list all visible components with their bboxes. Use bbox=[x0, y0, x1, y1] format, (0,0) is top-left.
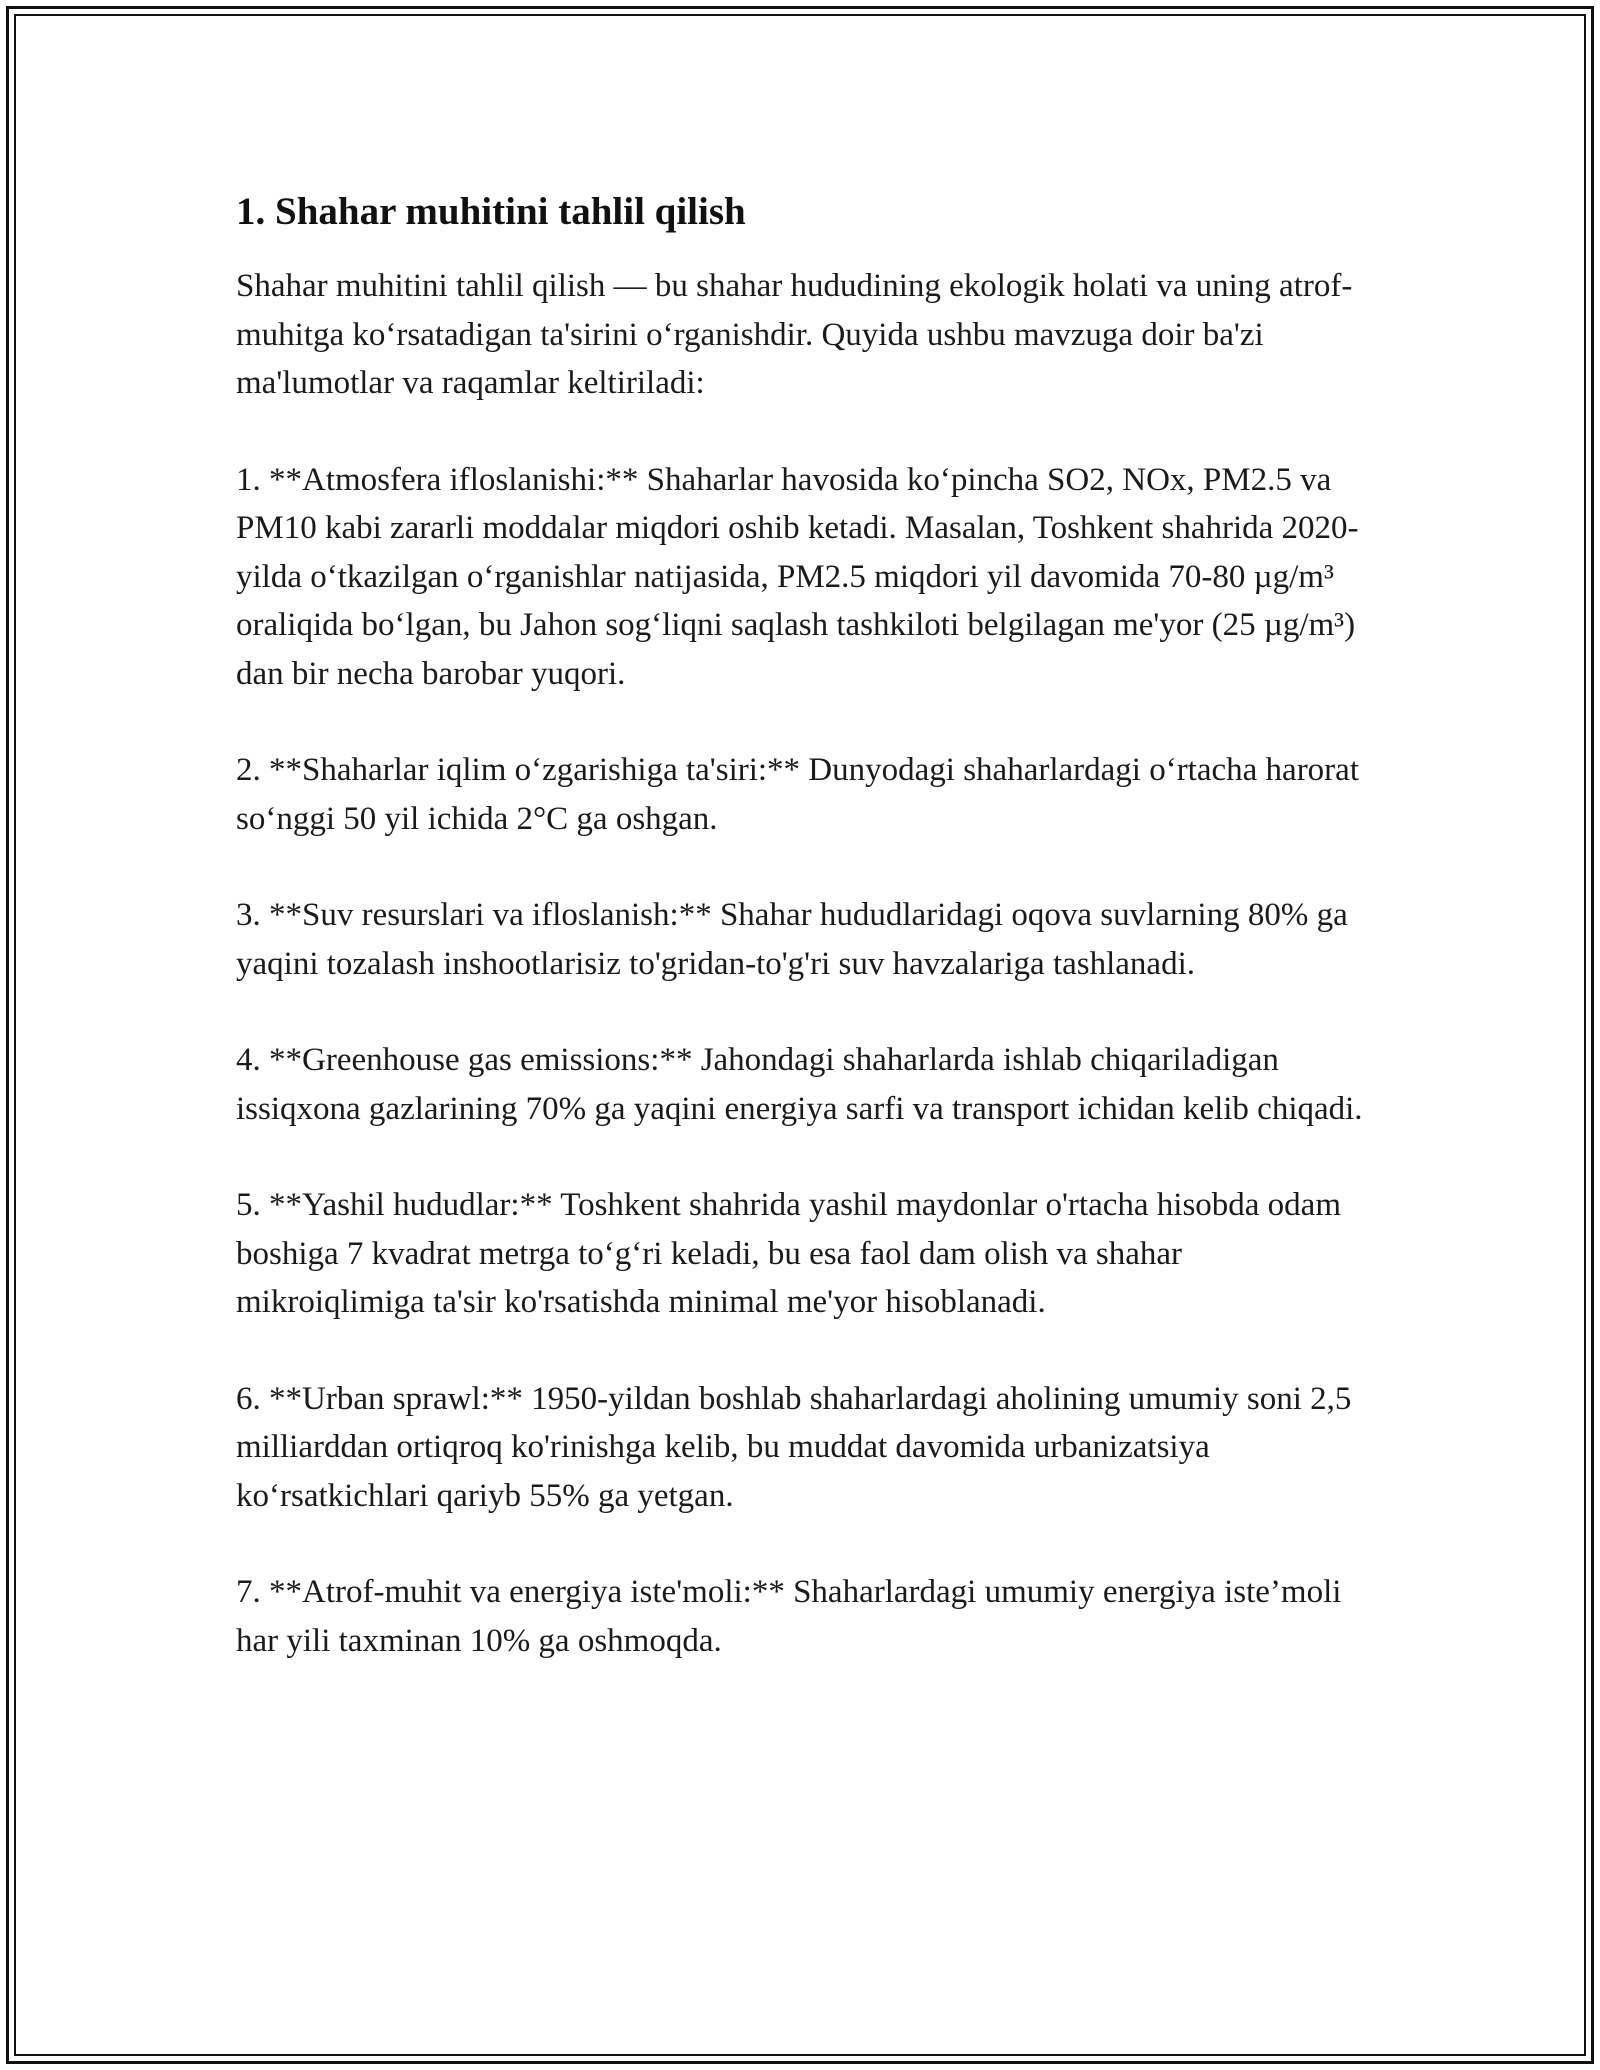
list-item-urban-sprawl: 6. **Urban sprawl:** 1950-yildan boshlab shaharlardagi aholining umumiy soni 2,5 milliarddan ortiqroq ko'rinishga kelib, bu muddat davomida urbanizatsiya koʻrsatkichlari qariyb 55% ga yetgan. bbox=[236, 1380, 1352, 1514]
list-item-climate: 2. **Shaharlar iqlim oʻzgarishiga ta'siri:** Dunyodagi shaharlardagi oʻrtacha harorat soʻnggi 50 yil ichida 2°C ga oshgan. bbox=[236, 752, 1359, 837]
section-heading: 1. Shahar muhitini tahlil qilish bbox=[236, 190, 746, 233]
list-item-green-areas: 5. **Yashil hududlar:** Toshkent shahrida yashil maydonlar o'rtacha hisobda odam boshiga 7 kvadrat metrga toʻgʻri keladi, bu esa faol dam olish va shahar mikroiqlimiga ta'sir ko'rsatishda minimal me'yor hisoblanadi. bbox=[236, 1187, 1342, 1320]
document-body bbox=[236, 186, 1366, 1713]
list-item-atmosphere: 1. **Atmosfera ifloslanishi:** Shaharlar havosida koʻpincha SO2, NOx, PM2.5 va PM10 kabi zararli moddalar miqdori oshib ketadi. Masalan, Toshkent shahrida 2020-yilda oʻtkazilgan oʻrganishlar natijasida, PM2.5 miqdori yil davomida 70-80 µg/m³ oraliqida boʻlgan, bu Jahon sogʻliqni saqlash tashkiloti belgilagan me'yor (25 µg/m³) dan bir necha barobar yuqori. bbox=[236, 461, 1359, 692]
list-item-water: 3. **Suv resurslari va ifloslanish:** Shahar hududlaridagi oqova suvlarning 80% ga yaqini tozalash inshootlarisiz to'gridan-to'g'ri suv havzalariga tashlanadi. bbox=[236, 897, 1348, 982]
list-item-energy: 7. **Atrof-muhit va energiya iste'moli:** Shaharlardagi umumiy energiya iste’moli har yili taxminan 10% ga oshmoqda. bbox=[236, 1574, 1342, 1659]
intro-paragraph: Shahar muhitini tahlil qilish — bu shahar hududining ekologik holati va uning atrof-muhitga koʻrsatadigan ta'sirini oʻrganishdir. Quyida ushbu mavzuga doir ba'zi ma'lumotlar va raqamlar keltiriladi: bbox=[236, 268, 1353, 401]
list-item-greenhouse: 4. **Greenhouse gas emissions:** Jahondagi shaharlarda ishlab chiqariladigan issiqxona gazlarining 70% ga yaqini energiya sarfi va transport ichidan kelib chiqadi. bbox=[236, 1042, 1363, 1127]
